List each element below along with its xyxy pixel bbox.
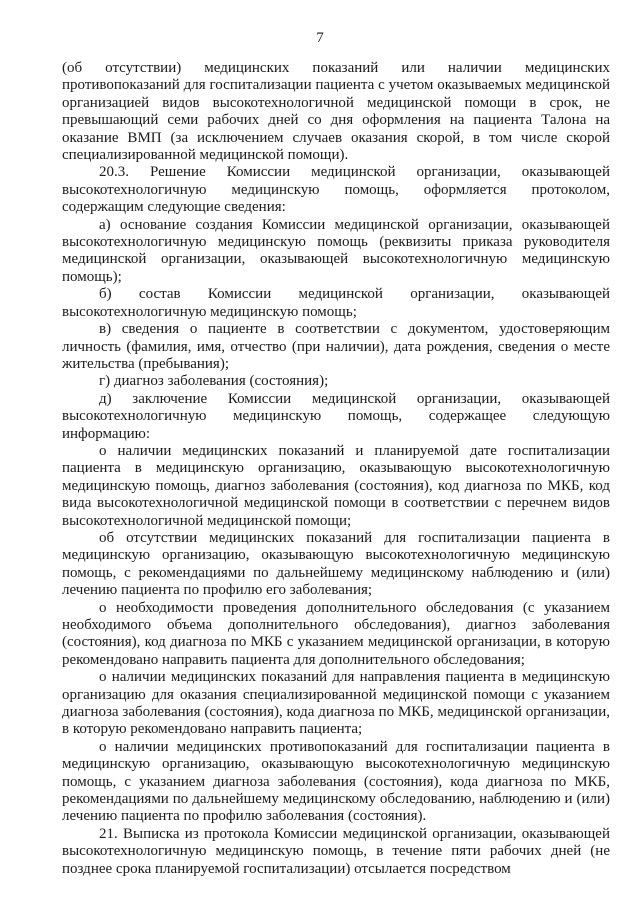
document-body [62, 60, 610, 878]
paragraph-9: об отсутствии медицинских показаний для госпитализации пациента в медицинскую организацию, оказывающую высокотехнологичную медицинскую помощь, с рекомендациями по дальнейшему медицинскому наблюдению и (или) лечению пациента по профилю его заболевания; [62, 529, 610, 599]
paragraph-3: а) основание создания Комиссии медицинской организации, оказывающей высокотехнологичную медицинскую помощь (реквизиты приказа руководителя медицинской организации, оказывающей высокотехнологичную медицинскую помощь); [62, 216, 610, 285]
paragraph-2: 20.3. Решение Комиссии медицинской организации, оказывающей высокотехнологичную медицинскую помощь, оформляется протоколом, содержащим следующие сведения: [62, 164, 610, 216]
paragraph-1: (об отсутствии) медицинских показаний или наличии медицинских противопоказаний для госпитализации пациента с учетом оказываемых медицинской организацией видов высокотехнологичной медицинской помощи в срок, не превышающий семи рабочих дней со дня оформления на пациента Талона на оказание ВМП (за исключением случаев оказания скорой, в том числе скорой специализированной медицинской помощи). [62, 60, 610, 164]
page-number: 7 [316, 30, 324, 46]
paragraph-10: о необходимости проведения дополнительного обследования (с указанием необходимого объема дополнительного обследования), диагноз заболевания (состояния), код диагноза по МКБ с указанием медицинской организации, в которую рекомендовано направить пациента для дополнительного обследования; [62, 599, 610, 668]
paragraph-7: д) заключение Комиссии медицинской организации, оказывающей высокотехнологичную медицинскую помощь, содержащее следующую информацию: [62, 390, 610, 442]
paragraph-12: о наличии медицинских противопоказаний для госпитализации пациента в медицинскую организацию, оказывающую высокотехнологичную медицинскую помощь, с указанием диагноза заболевания (состояния), кода диагноза по МКБ, рекомендациями по дальнейшему медицинскому обследованию, наблюдению и (или) лечению пациента по профилю заболевания (состояния). [62, 738, 610, 825]
paragraph-11: о наличии медицинских показаний для направления пациента в медицинскую организацию для оказания специализированной медицинской помощи с указанием диагноза заболевания (состояния), кода диагноза по МКБ, медицинской организации, в которую рекомендовано направить пациента; [62, 669, 610, 738]
paragraph-5: в) сведения о пациенте в соответствии с документом, удостоверяющим личность (фамилия, имя, отчество (при наличии), дата рождения, сведения о месте жительства (пребывания); [62, 321, 610, 372]
paragraph-4: б) состав Комиссии медицинской организации, оказывающей высокотехнологичную медицинскую помощь; [62, 286, 610, 320]
paragraph-13: 21. Выписка из протокола Комиссии медицинской организации, оказывающей высокотехнологичную медицинскую помощь, в течение пяти рабочих дней (не позднее срока планируемой госпитализации) отсылается посредством [62, 825, 610, 877]
paragraph-8: о наличии медицинских показаний и планируемой дате госпитализации пациента в медицинскую организацию, оказывающую высокотехнологичную медицинскую помощь, диагноз заболевания (состояния), код диагноза по МКБ, код вида высокотехнологичной медицинской помощи в соответствии с перечнем видов высокотехнологичной медицинской помощи; [62, 442, 610, 529]
paragraph-6: г) диагноз заболевания (состояния); [99, 373, 329, 390]
